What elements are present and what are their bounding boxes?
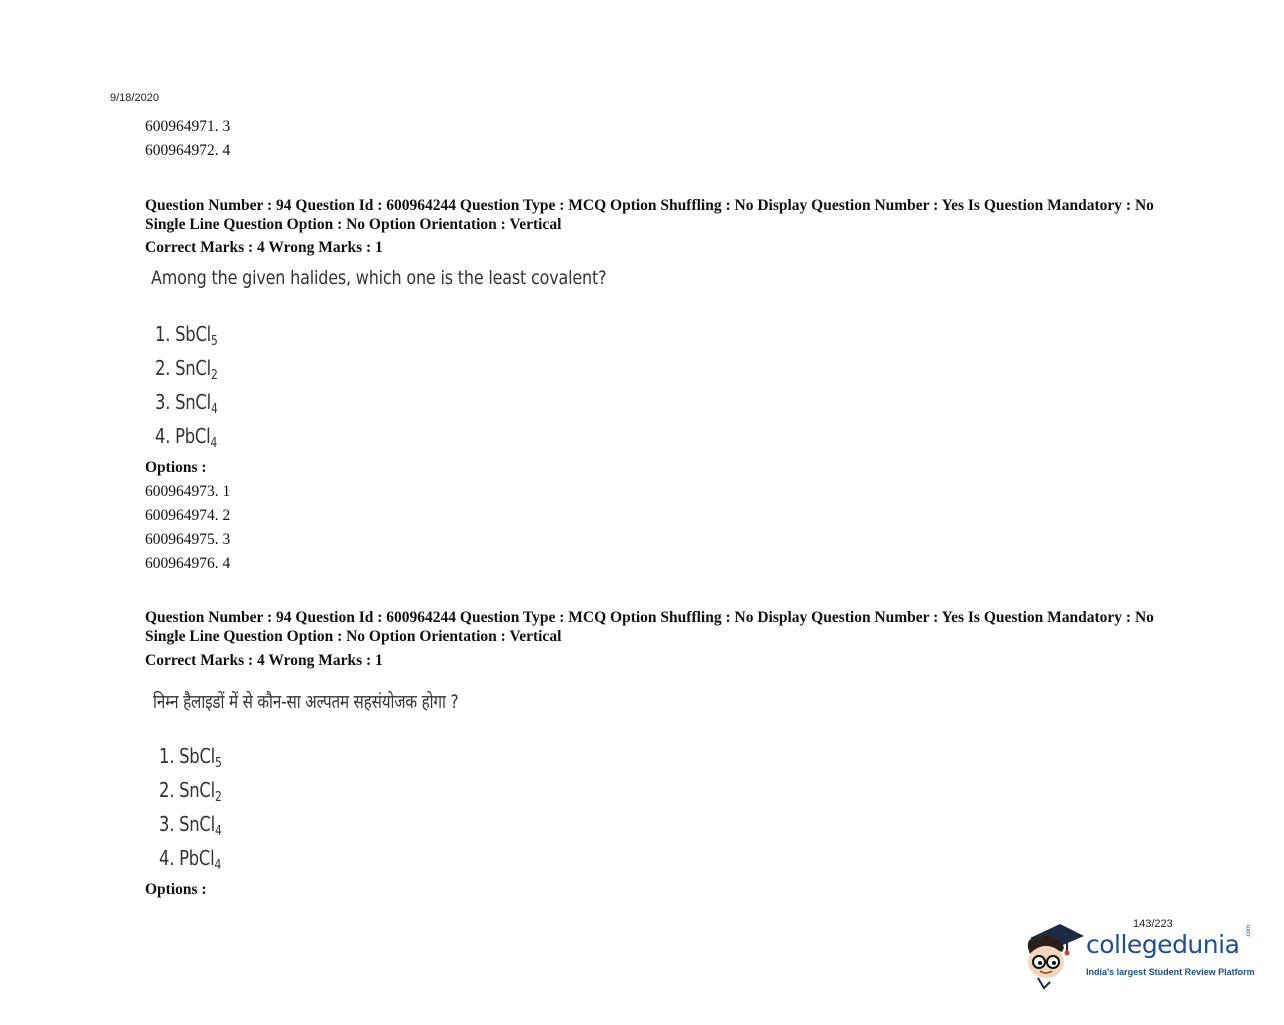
prev-option-2: 600964972. 4 <box>145 142 231 159</box>
options-heading-en: Options : <box>145 459 207 476</box>
choice-en-3: 3. SnCl$_4$ <box>155 390 218 417</box>
logo-suffix: .com <box>1246 924 1252 938</box>
page-date: 9/18/2020 <box>110 92 159 104</box>
option-en-2: 600964974. 2 <box>145 507 231 524</box>
choice-hi-1: 1. SbCl$_5$ <box>159 744 222 771</box>
prev-option-1: 600964971. 3 <box>145 118 231 135</box>
option-en-1: 600964973. 1 <box>145 483 231 500</box>
question-marks-hi: Correct Marks : 4 Wrong Marks : 1 <box>145 652 383 669</box>
logo-wordmark: collegedunia <box>1086 930 1240 959</box>
question-meta-en: Question Number : 94 Question Id : 600964244 Question Type : MCQ Option Shuffling : No Display Question Number : Yes Is Question Mandatory : No Single Line Question Option : No Option Orientation : Vertical <box>145 197 1154 233</box>
question-meta-hi: Question Number : 94 Question Id : 600964244 Question Type : MCQ Option Shuffling : No Display Question Number : Yes Is Question Mandatory : No Single Line Question Option : No Option Orientation : Vertical <box>145 609 1154 645</box>
mascot-icon <box>1022 918 1088 990</box>
choice-hi-4: 4. PbCl$_4$ <box>159 846 221 873</box>
question-text-en: Among the given halides, which one is the least covalent? <box>151 267 607 289</box>
choice-en-4: 4. PbCl$_4$ <box>155 424 217 451</box>
question-marks-en: Correct Marks : 4 Wrong Marks : 1 <box>145 239 383 256</box>
choice-hi-2: 2. SnCl$_2$ <box>159 778 222 805</box>
option-en-4: 600964976. 4 <box>145 555 231 572</box>
collegedunia-logo <box>1022 916 1262 992</box>
option-en-3: 600964975. 3 <box>145 531 231 548</box>
logo-tagline: India's largest Student Review Platform <box>1086 967 1255 977</box>
question-text-hi: निम्न हैलाइडों में से कौन-सा अल्पतम सहसंयोजक होगा ? <box>153 691 459 713</box>
choice-en-1: 1. SbCl$_5$ <box>155 322 218 349</box>
choice-hi-3: 3. SnCl$_4$ <box>159 812 222 839</box>
choice-en-2: 2. SnCl$_2$ <box>155 356 218 383</box>
options-heading-hi: Options : <box>145 881 207 898</box>
page-number: 143/223 <box>1133 918 1173 930</box>
